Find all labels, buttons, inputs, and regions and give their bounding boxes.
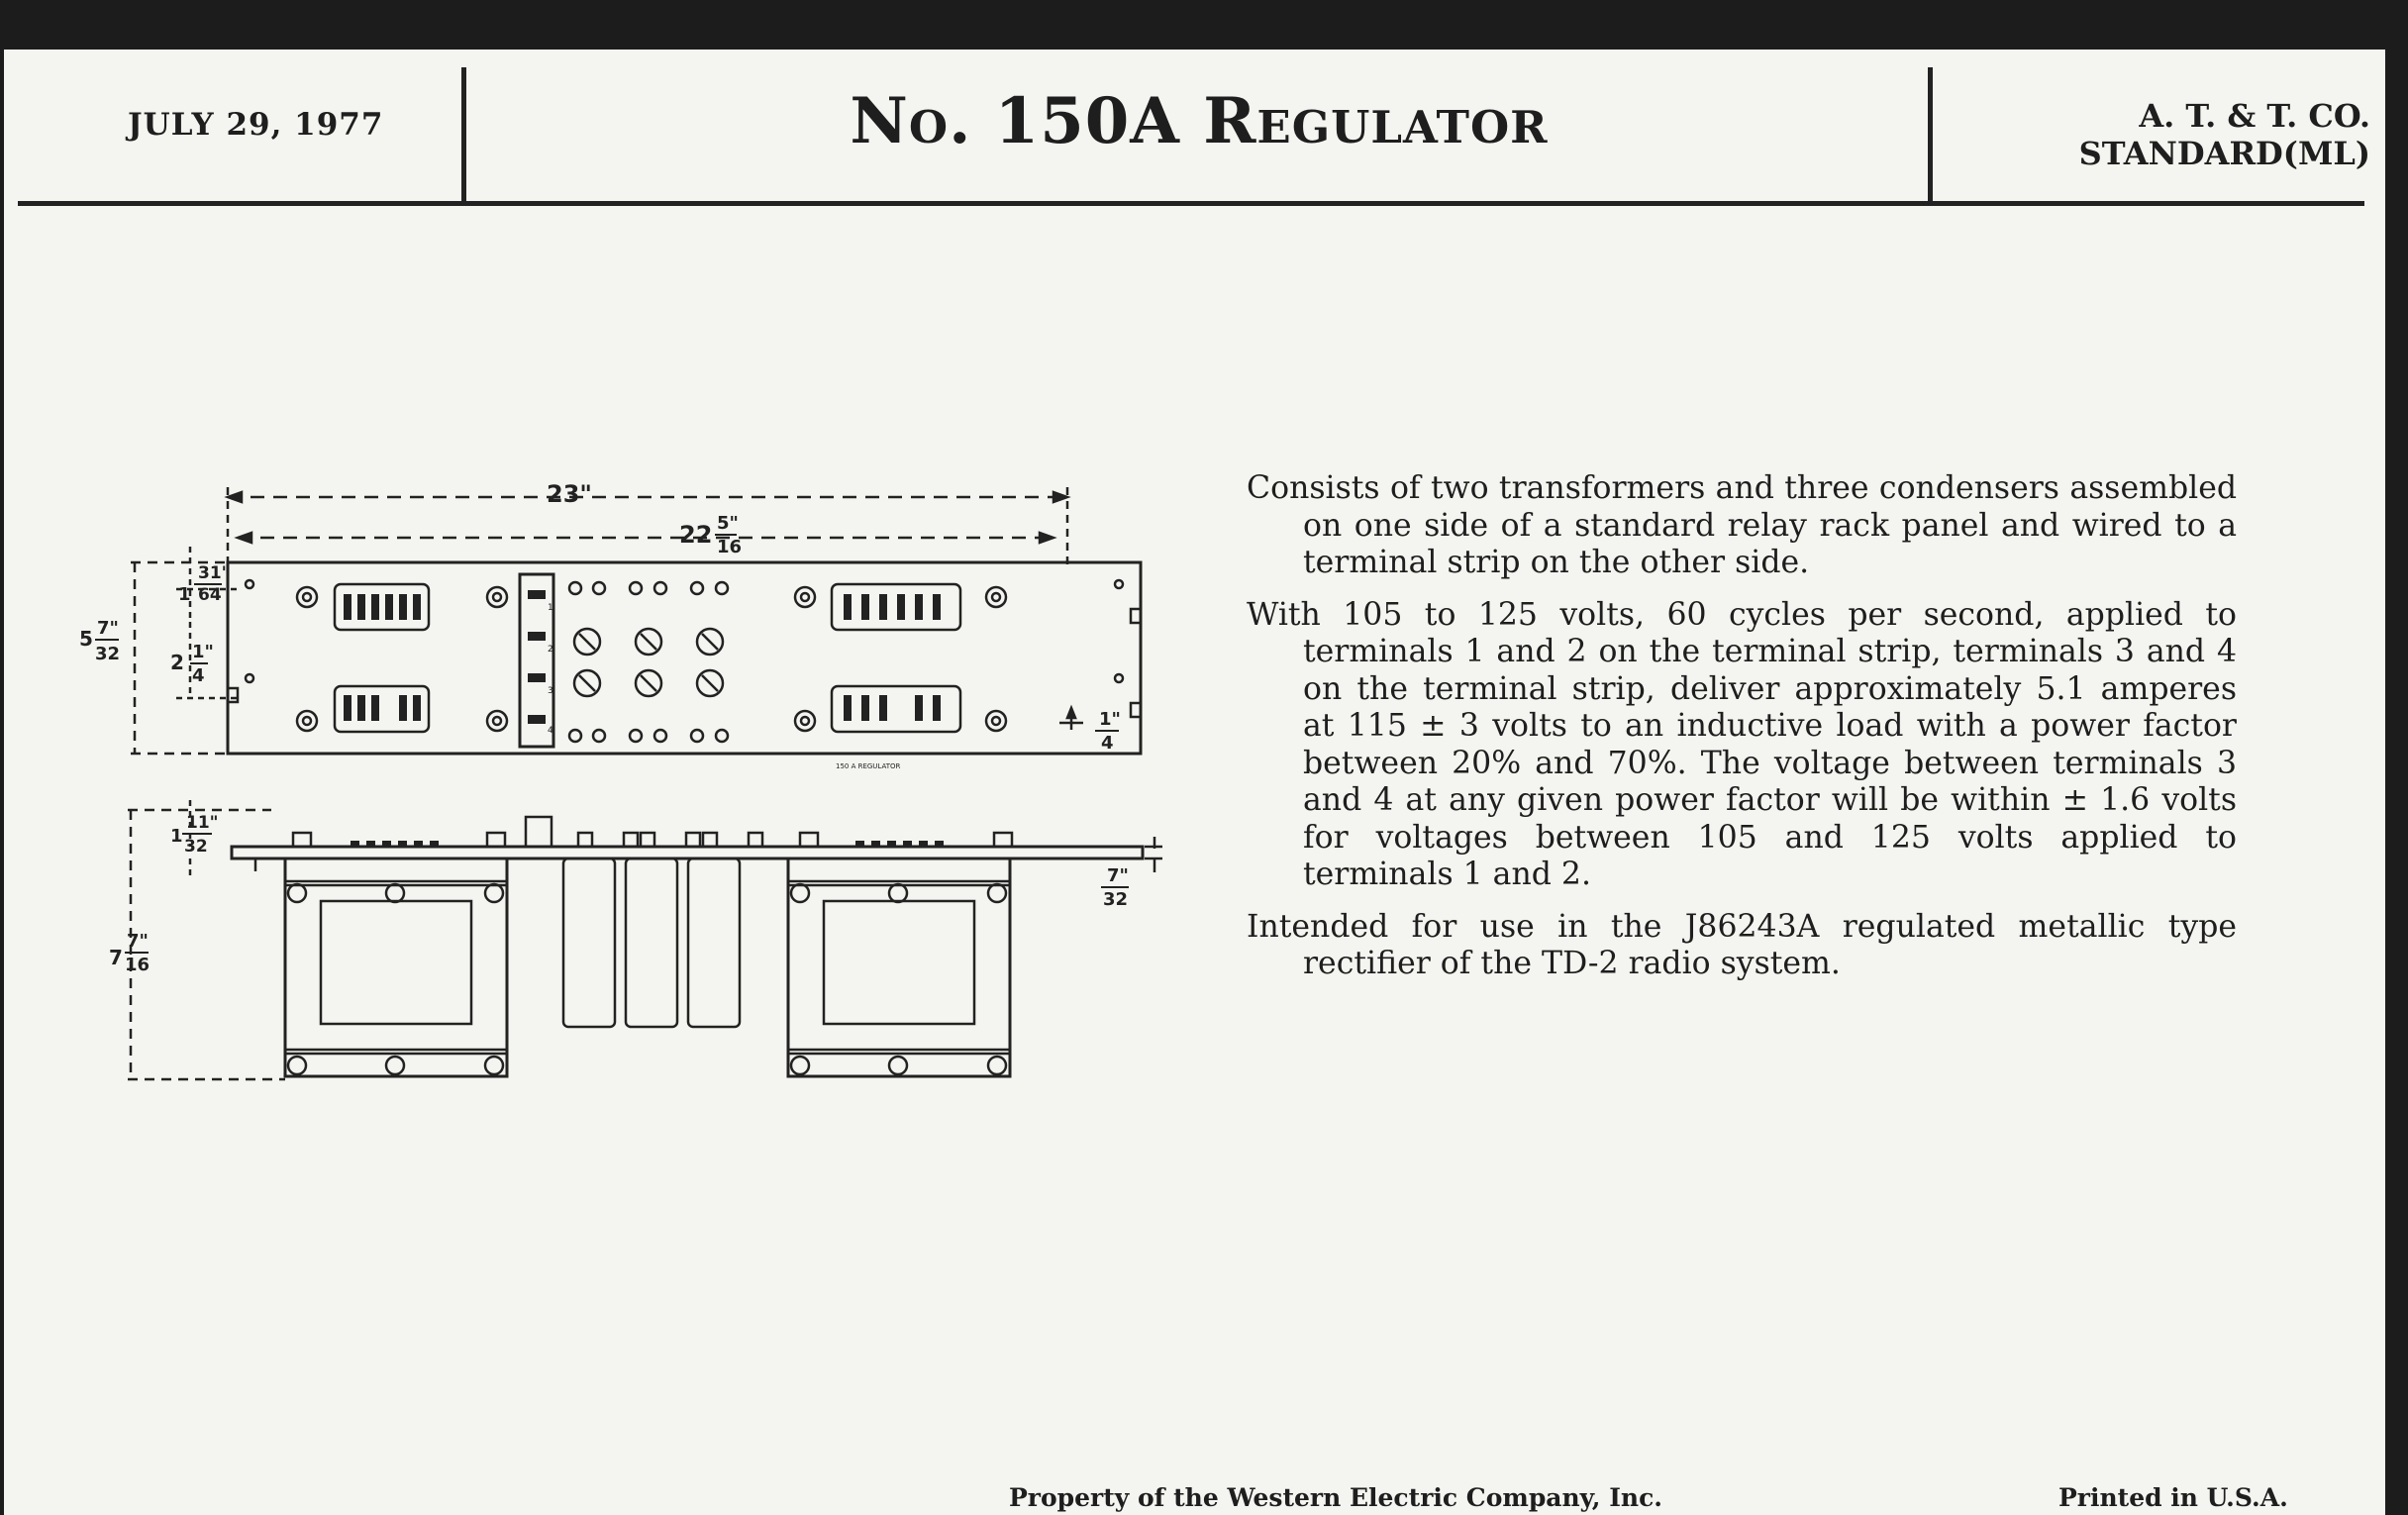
header-rule <box>18 201 2364 206</box>
dim-height-whole: 5 <box>79 627 93 651</box>
issue-date: JULY 29, 1977 <box>128 107 384 143</box>
terminal-screws-left <box>344 594 421 721</box>
dim-edge-den: 4 <box>1101 733 1114 754</box>
side-panel-outline <box>232 847 1143 858</box>
dim-edge-num: 1" <box>1099 709 1121 730</box>
strip-terminal-4: 4 <box>548 726 553 736</box>
dim-depth-den: 16 <box>125 955 150 975</box>
dim-slot-whole: 2 <box>170 651 184 674</box>
dim-side-top-num: 11" <box>186 813 219 833</box>
dim-side-top-whole: 1 <box>170 826 183 847</box>
standard-designation: STANDARD(ML) <box>2078 135 2370 172</box>
terminal-block-right-bottom <box>795 686 1006 732</box>
standard-company: A. T. & T. CO. <box>2139 97 2370 135</box>
description <box>1247 470 2237 998</box>
transformer-right <box>788 858 1010 1076</box>
dim-height-den: 32 <box>95 644 121 664</box>
regulator-drawing <box>73 436 1162 1113</box>
nut-row-top <box>569 582 728 594</box>
dim-top-margin-num: 31" <box>198 563 231 583</box>
dim-depth-num: 7" <box>127 931 149 952</box>
dim-depth-whole: 7 <box>109 946 123 969</box>
standard-label <box>1935 97 2370 172</box>
strip-terminal-3: 3 <box>548 686 553 696</box>
condensers <box>563 858 740 1027</box>
dim-overall-width: 23" <box>547 480 592 508</box>
dim-top-margin-den: 64 <box>198 585 222 605</box>
dim-side-top-den: 32 <box>184 837 208 857</box>
strip-lugs <box>528 590 546 724</box>
condenser-terminals <box>574 629 723 696</box>
panel-stamp: 150 A REGULATOR <box>836 762 901 770</box>
property-notice: Property of the Western Electric Company, Inc. <box>1009 1483 1663 1512</box>
dim-mount-width-den: 16 <box>717 537 743 557</box>
dim-mount-width-whole: 22 <box>679 521 713 549</box>
printed-notice: Printed in U.S.A. <box>2058 1483 2288 1512</box>
dim-slot-num: 1" <box>192 642 214 662</box>
description-paragraph-3: Intended for use in the J86243A regulated metallic type rectifier of the TD-2 radio system. <box>1247 908 2237 981</box>
nut-row-bottom <box>569 730 728 742</box>
dim-panel-thick-den: 32 <box>1103 889 1129 910</box>
transformer-left <box>285 858 507 1076</box>
description-paragraph-1: Consists of two transformers and three condensers assembled on one side of a standard relay rack panel and wired to a terminal strip on the other side. <box>1247 470 2237 580</box>
page-title: No. 150A Regulator <box>850 84 1549 158</box>
description-paragraph-2: With 105 to 125 volts, 60 cycles per second, applied to terminals 1 and 2 on the terminal strip, terminals 3 and 4 on the terminal strip, deliver approximately 5.1 amperes at 115 ± 3 volts to an inductive load with a power factor between 20% and 70%. The voltage between terminals 3 and 4 at any given power factor will be within ± 1.6 volts for voltages between 105 and 125 volts applied to terminals 1 and 2. <box>1247 596 2237 892</box>
terminal-screws-right <box>844 594 941 721</box>
dim-slot-den: 4 <box>192 665 205 686</box>
dim-mount-width-num: 5" <box>717 513 739 534</box>
dim-panel-thick-num: 7" <box>1107 865 1129 886</box>
document-page <box>4 50 2385 1515</box>
strip-terminal-2: 2 <box>548 645 553 655</box>
header-divider-right <box>1928 67 1933 203</box>
regulator-diagram <box>73 436 1162 1109</box>
strip-terminal-1: 1 <box>548 603 553 613</box>
dim-top-margin-whole: 1 <box>178 584 191 605</box>
dim-height-num: 7" <box>97 618 119 639</box>
